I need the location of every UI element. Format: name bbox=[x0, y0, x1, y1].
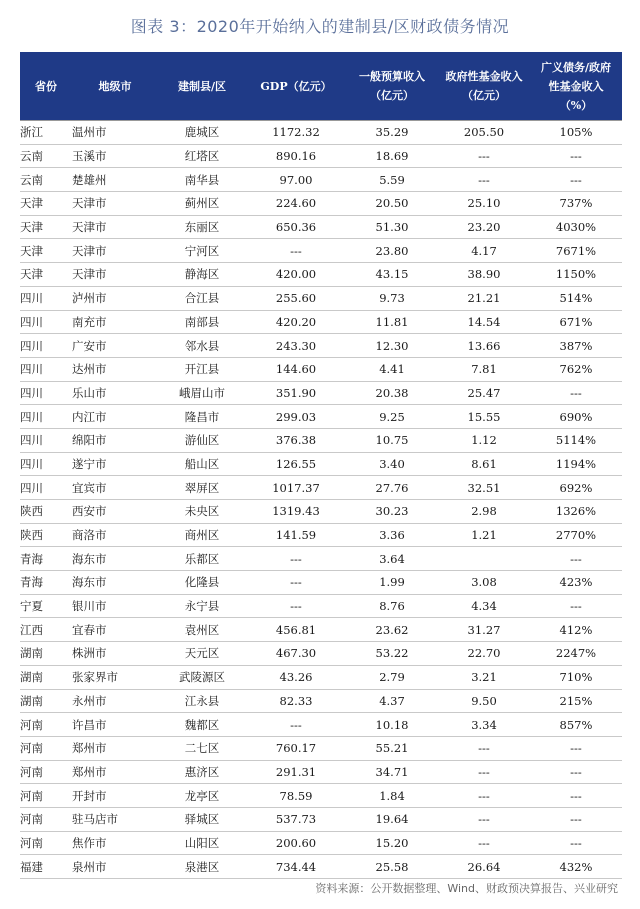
cell-gdp: 537.73 bbox=[246, 807, 346, 831]
cell-debt-ratio: --- bbox=[530, 807, 622, 831]
cell-budget-revenue: 55.21 bbox=[346, 736, 438, 760]
cell-debt-ratio: 5114% bbox=[530, 428, 622, 452]
cell-budget-revenue: 43.15 bbox=[346, 263, 438, 287]
cell-city: 海东市 bbox=[72, 571, 158, 595]
header-ratio-line3: （%） bbox=[559, 98, 593, 112]
cell-gdp: 97.00 bbox=[246, 168, 346, 192]
cell-debt-ratio: 1326% bbox=[530, 500, 622, 524]
cell-debt-ratio: --- bbox=[530, 736, 622, 760]
cell-gdp: 1319.43 bbox=[246, 500, 346, 524]
cell-city: 永州市 bbox=[72, 689, 158, 713]
cell-fund-revenue: --- bbox=[438, 807, 530, 831]
cell-fund-revenue: 22.70 bbox=[438, 642, 530, 666]
table-row bbox=[20, 168, 622, 192]
cell-debt-ratio: 692% bbox=[530, 476, 622, 500]
cell-fund-revenue: 2.98 bbox=[438, 500, 530, 524]
cell-province: 河南 bbox=[20, 831, 72, 855]
header-fund-line1: 政府性基金收入 bbox=[445, 70, 523, 83]
cell-province: 云南 bbox=[20, 168, 72, 192]
table-row bbox=[20, 357, 622, 381]
cell-county: 泉港区 bbox=[158, 855, 246, 879]
cell-gdp: 243.30 bbox=[246, 334, 346, 358]
table-row bbox=[20, 334, 622, 358]
cell-city: 郑州市 bbox=[72, 736, 158, 760]
cell-county: 东丽区 bbox=[158, 215, 246, 239]
cell-province: 四川 bbox=[20, 381, 72, 405]
cell-province: 河南 bbox=[20, 807, 72, 831]
cell-fund-revenue: 1.12 bbox=[438, 428, 530, 452]
cell-gdp: --- bbox=[246, 239, 346, 263]
header-budget-line1: 一般预算收入 bbox=[359, 70, 425, 83]
cell-city: 银川市 bbox=[72, 594, 158, 618]
cell-county: 袁州区 bbox=[158, 618, 246, 642]
cell-county: 永宁县 bbox=[158, 594, 246, 618]
table-row bbox=[20, 665, 622, 689]
cell-fund-revenue: 14.54 bbox=[438, 310, 530, 334]
cell-debt-ratio: --- bbox=[530, 168, 622, 192]
header-gdp: GDP（亿元） bbox=[246, 52, 346, 121]
cell-budget-revenue: 15.20 bbox=[346, 831, 438, 855]
cell-gdp: 760.17 bbox=[246, 736, 346, 760]
table-row bbox=[20, 192, 622, 216]
cell-city: 商洛市 bbox=[72, 523, 158, 547]
cell-debt-ratio: 7671% bbox=[530, 239, 622, 263]
cell-county: 山阳区 bbox=[158, 831, 246, 855]
table-row bbox=[20, 144, 622, 168]
header-fund-line2: （亿元） bbox=[462, 89, 506, 102]
cell-fund-revenue: 25.10 bbox=[438, 192, 530, 216]
cell-province: 天津 bbox=[20, 215, 72, 239]
table-row bbox=[20, 310, 622, 334]
cell-county: 驿城区 bbox=[158, 807, 246, 831]
table-row bbox=[20, 452, 622, 476]
cell-city: 达州市 bbox=[72, 357, 158, 381]
cell-gdp: 467.30 bbox=[246, 642, 346, 666]
cell-fund-revenue: 23.20 bbox=[438, 215, 530, 239]
cell-province: 陕西 bbox=[20, 523, 72, 547]
cell-budget-revenue: 5.59 bbox=[346, 168, 438, 192]
cell-city: 天津市 bbox=[72, 239, 158, 263]
cell-fund-revenue: --- bbox=[438, 736, 530, 760]
cell-county: 峨眉山市 bbox=[158, 381, 246, 405]
table-row bbox=[20, 713, 622, 737]
cell-province: 湖南 bbox=[20, 689, 72, 713]
cell-fund-revenue: 4.17 bbox=[438, 239, 530, 263]
cell-budget-revenue: 10.18 bbox=[346, 713, 438, 737]
cell-county: 魏都区 bbox=[158, 713, 246, 737]
cell-county: 鹿城区 bbox=[158, 121, 246, 145]
cell-debt-ratio: 690% bbox=[530, 405, 622, 429]
cell-city: 许昌市 bbox=[72, 713, 158, 737]
cell-gdp: 144.60 bbox=[246, 357, 346, 381]
cell-city: 焦作市 bbox=[72, 831, 158, 855]
cell-county: 宁河区 bbox=[158, 239, 246, 263]
cell-gdp: --- bbox=[246, 594, 346, 618]
table-row bbox=[20, 784, 622, 808]
cell-budget-revenue: 12.30 bbox=[346, 334, 438, 358]
cell-budget-revenue: 20.38 bbox=[346, 381, 438, 405]
cell-debt-ratio: 215% bbox=[530, 689, 622, 713]
cell-budget-revenue: 3.40 bbox=[346, 452, 438, 476]
cell-debt-ratio: 1150% bbox=[530, 263, 622, 287]
cell-budget-revenue: 2.79 bbox=[346, 665, 438, 689]
table-row bbox=[20, 476, 622, 500]
county-debt-table bbox=[20, 52, 622, 879]
cell-province: 四川 bbox=[20, 476, 72, 500]
cell-debt-ratio: 432% bbox=[530, 855, 622, 879]
cell-fund-revenue: 26.64 bbox=[438, 855, 530, 879]
cell-debt-ratio: 710% bbox=[530, 665, 622, 689]
cell-debt-ratio: 387% bbox=[530, 334, 622, 358]
table-row bbox=[20, 736, 622, 760]
cell-fund-revenue: 9.50 bbox=[438, 689, 530, 713]
cell-budget-revenue: 19.64 bbox=[346, 807, 438, 831]
cell-province: 天津 bbox=[20, 263, 72, 287]
table-row bbox=[20, 807, 622, 831]
cell-budget-revenue: 27.76 bbox=[346, 476, 438, 500]
table-row bbox=[20, 239, 622, 263]
cell-budget-revenue: 1.99 bbox=[346, 571, 438, 595]
cell-city: 宜宾市 bbox=[72, 476, 158, 500]
cell-budget-revenue: 25.58 bbox=[346, 855, 438, 879]
cell-province: 浙江 bbox=[20, 121, 72, 145]
table-row bbox=[20, 523, 622, 547]
cell-city: 张家界市 bbox=[72, 665, 158, 689]
cell-city: 广安市 bbox=[72, 334, 158, 358]
cell-debt-ratio: 4030% bbox=[530, 215, 622, 239]
cell-city: 宜春市 bbox=[72, 618, 158, 642]
cell-debt-ratio: 105% bbox=[530, 121, 622, 145]
cell-budget-revenue: 4.37 bbox=[346, 689, 438, 713]
cell-fund-revenue: 25.47 bbox=[438, 381, 530, 405]
cell-city: 天津市 bbox=[72, 215, 158, 239]
cell-fund-revenue: --- bbox=[438, 831, 530, 855]
cell-province: 天津 bbox=[20, 192, 72, 216]
table-row bbox=[20, 381, 622, 405]
cell-city: 泉州市 bbox=[72, 855, 158, 879]
cell-city: 海东市 bbox=[72, 547, 158, 571]
cell-fund-revenue: 205.50 bbox=[438, 121, 530, 145]
cell-province: 青海 bbox=[20, 571, 72, 595]
cell-province: 宁夏 bbox=[20, 594, 72, 618]
cell-province: 福建 bbox=[20, 855, 72, 879]
cell-county: 蓟州区 bbox=[158, 192, 246, 216]
cell-county: 二七区 bbox=[158, 736, 246, 760]
cell-city: 绵阳市 bbox=[72, 428, 158, 452]
cell-fund-revenue: --- bbox=[438, 784, 530, 808]
cell-fund-revenue: 7.81 bbox=[438, 357, 530, 381]
cell-county: 南部县 bbox=[158, 310, 246, 334]
table-row bbox=[20, 642, 622, 666]
cell-debt-ratio: --- bbox=[530, 594, 622, 618]
table-row bbox=[20, 571, 622, 595]
table-row bbox=[20, 547, 622, 571]
cell-gdp: 43.26 bbox=[246, 665, 346, 689]
cell-city: 南充市 bbox=[72, 310, 158, 334]
cell-debt-ratio: 2770% bbox=[530, 523, 622, 547]
cell-county: 游仙区 bbox=[158, 428, 246, 452]
cell-fund-revenue: --- bbox=[438, 168, 530, 192]
header-fund-revenue bbox=[438, 52, 530, 121]
cell-city: 天津市 bbox=[72, 263, 158, 287]
cell-fund-revenue: 3.08 bbox=[438, 571, 530, 595]
table-row bbox=[20, 121, 622, 145]
cell-county: 江永县 bbox=[158, 689, 246, 713]
cell-province: 河南 bbox=[20, 760, 72, 784]
cell-debt-ratio: 2247% bbox=[530, 642, 622, 666]
table-body bbox=[20, 121, 622, 879]
cell-province: 四川 bbox=[20, 310, 72, 334]
cell-debt-ratio: 857% bbox=[530, 713, 622, 737]
cell-county: 未央区 bbox=[158, 500, 246, 524]
source-note: 资料来源：公开数据整理、Wind、财政预决算报告、兴业研究 bbox=[315, 882, 618, 895]
cell-gdp: 291.31 bbox=[246, 760, 346, 784]
cell-gdp: 82.33 bbox=[246, 689, 346, 713]
cell-province: 河南 bbox=[20, 713, 72, 737]
cell-province: 湖南 bbox=[20, 665, 72, 689]
cell-county: 合江县 bbox=[158, 286, 246, 310]
cell-province: 湖南 bbox=[20, 642, 72, 666]
cell-gdp: 141.59 bbox=[246, 523, 346, 547]
cell-fund-revenue: 15.55 bbox=[438, 405, 530, 429]
cell-city: 遂宁市 bbox=[72, 452, 158, 476]
cell-gdp: 255.60 bbox=[246, 286, 346, 310]
cell-gdp: 734.44 bbox=[246, 855, 346, 879]
cell-county: 开江县 bbox=[158, 357, 246, 381]
cell-county: 惠济区 bbox=[158, 760, 246, 784]
header-ratio-line1: 广义债务/政府 bbox=[540, 60, 612, 74]
cell-city: 开封市 bbox=[72, 784, 158, 808]
cell-city: 株洲市 bbox=[72, 642, 158, 666]
cell-province: 天津 bbox=[20, 239, 72, 263]
header-debt-ratio bbox=[530, 52, 622, 121]
cell-fund-revenue: 21.21 bbox=[438, 286, 530, 310]
header-budget-line2: （亿元） bbox=[370, 89, 414, 102]
cell-budget-revenue: 11.81 bbox=[346, 310, 438, 334]
cell-province: 四川 bbox=[20, 334, 72, 358]
cell-county: 武陵源区 bbox=[158, 665, 246, 689]
cell-gdp: 420.20 bbox=[246, 310, 346, 334]
cell-fund-revenue: --- bbox=[438, 760, 530, 784]
cell-county: 南华县 bbox=[158, 168, 246, 192]
cell-gdp: 78.59 bbox=[246, 784, 346, 808]
cell-gdp: 299.03 bbox=[246, 405, 346, 429]
cell-fund-revenue: 13.66 bbox=[438, 334, 530, 358]
cell-gdp: 224.60 bbox=[246, 192, 346, 216]
cell-gdp: 376.38 bbox=[246, 428, 346, 452]
cell-province: 河南 bbox=[20, 736, 72, 760]
cell-fund-revenue: --- bbox=[438, 144, 530, 168]
table-row bbox=[20, 286, 622, 310]
cell-budget-revenue: 10.75 bbox=[346, 428, 438, 452]
cell-debt-ratio: 737% bbox=[530, 192, 622, 216]
table-row bbox=[20, 405, 622, 429]
cell-province: 陕西 bbox=[20, 500, 72, 524]
table-row bbox=[20, 618, 622, 642]
cell-budget-revenue: 53.22 bbox=[346, 642, 438, 666]
cell-gdp: --- bbox=[246, 713, 346, 737]
cell-fund-revenue: 31.27 bbox=[438, 618, 530, 642]
cell-city: 楚雄州 bbox=[72, 168, 158, 192]
cell-budget-revenue: 9.73 bbox=[346, 286, 438, 310]
cell-fund-revenue: 1.21 bbox=[438, 523, 530, 547]
cell-city: 西安市 bbox=[72, 500, 158, 524]
cell-province: 四川 bbox=[20, 286, 72, 310]
table-row bbox=[20, 263, 622, 287]
cell-debt-ratio: --- bbox=[530, 760, 622, 784]
cell-city: 乐山市 bbox=[72, 381, 158, 405]
cell-gdp: --- bbox=[246, 547, 346, 571]
header-city: 地级市 bbox=[72, 52, 158, 121]
table-row bbox=[20, 831, 622, 855]
cell-budget-revenue: 35.29 bbox=[346, 121, 438, 145]
cell-gdp: 420.00 bbox=[246, 263, 346, 287]
cell-city: 天津市 bbox=[72, 192, 158, 216]
table-row bbox=[20, 689, 622, 713]
cell-budget-revenue: 51.30 bbox=[346, 215, 438, 239]
cell-budget-revenue: 1.84 bbox=[346, 784, 438, 808]
cell-budget-revenue: 3.36 bbox=[346, 523, 438, 547]
cell-fund-revenue: 3.34 bbox=[438, 713, 530, 737]
cell-budget-revenue: 18.69 bbox=[346, 144, 438, 168]
cell-county: 商州区 bbox=[158, 523, 246, 547]
cell-county: 乐都区 bbox=[158, 547, 246, 571]
table-row bbox=[20, 855, 622, 879]
table-row bbox=[20, 428, 622, 452]
cell-county: 化隆县 bbox=[158, 571, 246, 595]
cell-province: 四川 bbox=[20, 428, 72, 452]
cell-debt-ratio: 514% bbox=[530, 286, 622, 310]
cell-county: 天元区 bbox=[158, 642, 246, 666]
cell-county: 红塔区 bbox=[158, 144, 246, 168]
cell-county: 龙亭区 bbox=[158, 784, 246, 808]
cell-debt-ratio: --- bbox=[530, 381, 622, 405]
cell-budget-revenue: 23.62 bbox=[346, 618, 438, 642]
cell-budget-revenue: 4.41 bbox=[346, 357, 438, 381]
header-budget-revenue bbox=[346, 52, 438, 121]
cell-gdp: 456.81 bbox=[246, 618, 346, 642]
cell-budget-revenue: 30.23 bbox=[346, 500, 438, 524]
cell-debt-ratio: --- bbox=[530, 784, 622, 808]
cell-province: 四川 bbox=[20, 357, 72, 381]
cell-county: 邻水县 bbox=[158, 334, 246, 358]
cell-budget-revenue: 23.80 bbox=[346, 239, 438, 263]
table-row bbox=[20, 594, 622, 618]
cell-city: 郑州市 bbox=[72, 760, 158, 784]
table-row bbox=[20, 215, 622, 239]
cell-province: 四川 bbox=[20, 405, 72, 429]
cell-fund-revenue: 4.34 bbox=[438, 594, 530, 618]
cell-province: 四川 bbox=[20, 452, 72, 476]
cell-city: 泸州市 bbox=[72, 286, 158, 310]
cell-debt-ratio: 412% bbox=[530, 618, 622, 642]
cell-budget-revenue: 3.64 bbox=[346, 547, 438, 571]
cell-debt-ratio: 762% bbox=[530, 357, 622, 381]
cell-city: 玉溪市 bbox=[72, 144, 158, 168]
cell-county: 静海区 bbox=[158, 263, 246, 287]
cell-fund-revenue: 32.51 bbox=[438, 476, 530, 500]
cell-fund-revenue bbox=[438, 547, 530, 571]
header-province: 省份 bbox=[20, 52, 72, 121]
cell-city: 内江市 bbox=[72, 405, 158, 429]
cell-budget-revenue: 9.25 bbox=[346, 405, 438, 429]
cell-gdp: 200.60 bbox=[246, 831, 346, 855]
cell-county: 隆昌市 bbox=[158, 405, 246, 429]
cell-gdp: 1172.32 bbox=[246, 121, 346, 145]
cell-fund-revenue: 3.21 bbox=[438, 665, 530, 689]
cell-debt-ratio: 423% bbox=[530, 571, 622, 595]
cell-budget-revenue: 34.71 bbox=[346, 760, 438, 784]
cell-gdp: 890.16 bbox=[246, 144, 346, 168]
cell-debt-ratio: 671% bbox=[530, 310, 622, 334]
chart-title: 图表 3：2020年开始纳入的建制县/区财政债务情况 bbox=[130, 17, 510, 36]
cell-budget-revenue: 8.76 bbox=[346, 594, 438, 618]
cell-province: 青海 bbox=[20, 547, 72, 571]
cell-gdp: --- bbox=[246, 571, 346, 595]
cell-gdp: 126.55 bbox=[246, 452, 346, 476]
cell-debt-ratio: 1194% bbox=[530, 452, 622, 476]
cell-county: 船山区 bbox=[158, 452, 246, 476]
cell-debt-ratio: --- bbox=[530, 831, 622, 855]
cell-gdp: 1017.37 bbox=[246, 476, 346, 500]
cell-province: 江西 bbox=[20, 618, 72, 642]
cell-gdp: 351.90 bbox=[246, 381, 346, 405]
cell-gdp: 650.36 bbox=[246, 215, 346, 239]
header-county: 建制县/区 bbox=[158, 52, 246, 121]
header-ratio-line2: 性基金收入 bbox=[548, 79, 604, 93]
cell-county: 翠屏区 bbox=[158, 476, 246, 500]
table-row bbox=[20, 500, 622, 524]
table-header bbox=[20, 52, 622, 121]
cell-debt-ratio: --- bbox=[530, 144, 622, 168]
cell-budget-revenue: 20.50 bbox=[346, 192, 438, 216]
cell-fund-revenue: 38.90 bbox=[438, 263, 530, 287]
cell-debt-ratio: --- bbox=[530, 547, 622, 571]
cell-city: 温州市 bbox=[72, 121, 158, 145]
table-row bbox=[20, 760, 622, 784]
cell-city: 驻马店市 bbox=[72, 807, 158, 831]
cell-province: 河南 bbox=[20, 784, 72, 808]
cell-province: 云南 bbox=[20, 144, 72, 168]
cell-fund-revenue: 8.61 bbox=[438, 452, 530, 476]
